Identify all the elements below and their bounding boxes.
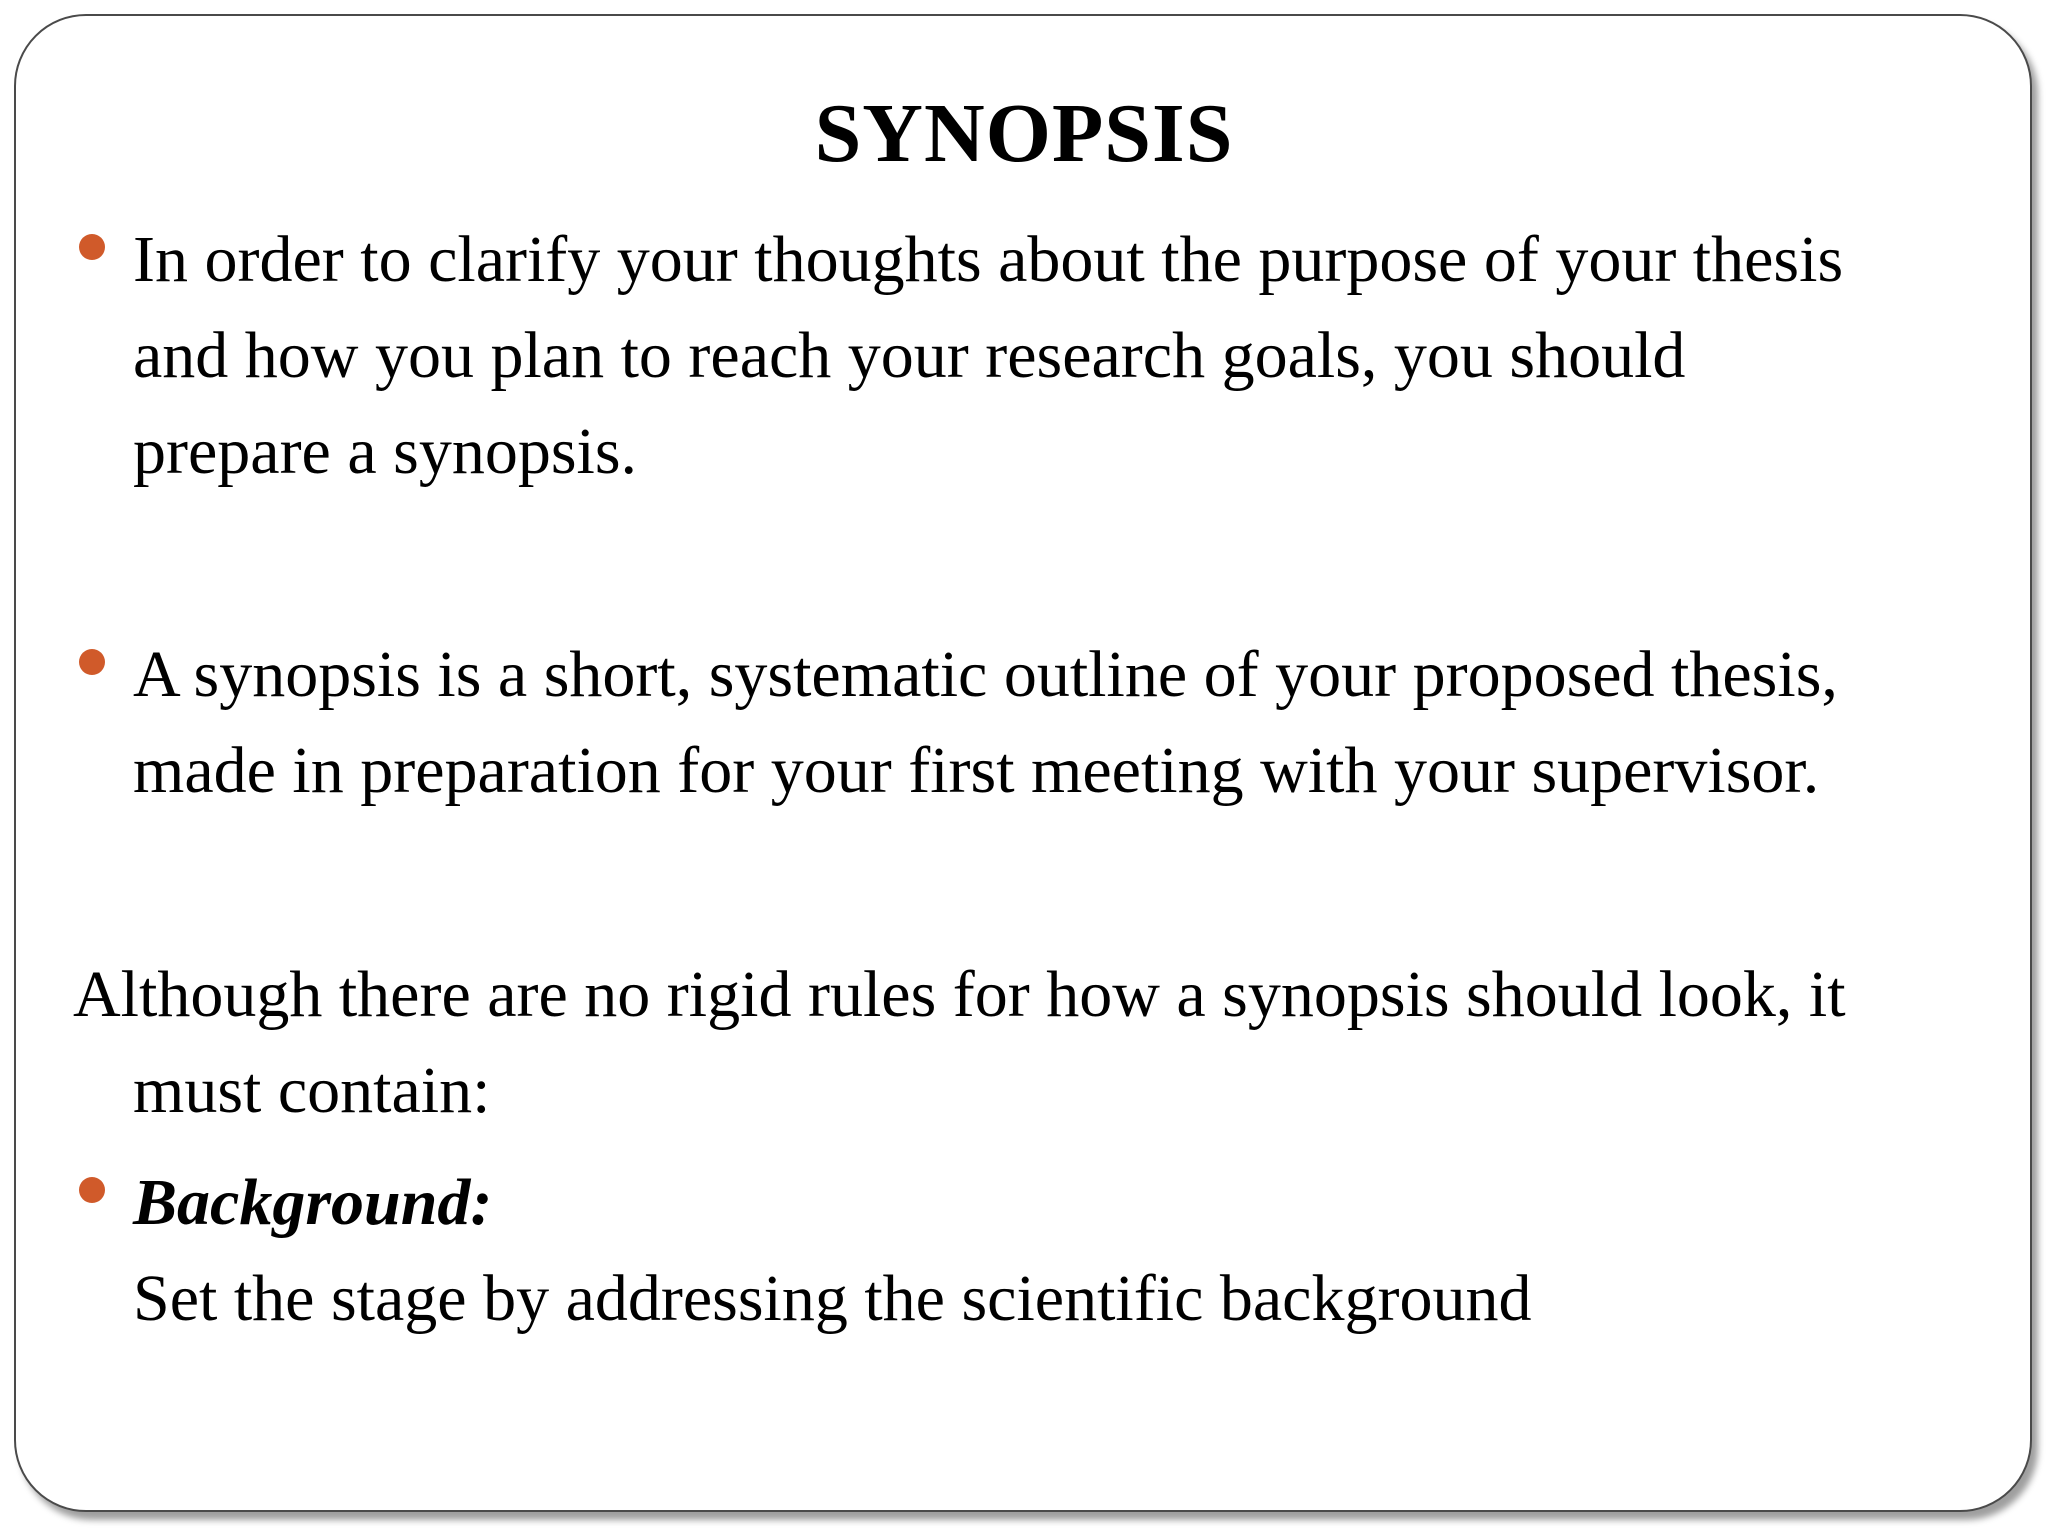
intro-paragraph — [73, 947, 1846, 1139]
bullet-2-line-1: A synopsis is a short, systematic outline of your proposed thesis, — [133, 638, 1838, 711]
bullet-2-text — [133, 627, 1838, 819]
bullet-2-line-2: made in preparation for your first meeting with your supervisor. — [133, 734, 1820, 807]
background-text: Set the stage by addressing the scientific background — [133, 1262, 1532, 1335]
bullet-1-text — [133, 212, 1843, 500]
background-heading: Background: — [133, 1166, 493, 1239]
bullet-1-line-1: In order to clarify your thoughts about the purpose of your thesis — [133, 223, 1844, 296]
intro-line-1: Although there are no rigid rules for how a synopsis should look, it — [73, 958, 1846, 1031]
bullet-dot-2 — [79, 649, 105, 675]
bullet-1-line-3: prepare a synopsis. — [133, 415, 638, 488]
background-item — [133, 1155, 1531, 1347]
slide-title: SYNOPSIS — [814, 87, 1234, 180]
bullet-dot-3 — [79, 1177, 105, 1203]
bullet-dot-1 — [79, 234, 105, 260]
intro-line-2: must contain: — [133, 1054, 491, 1127]
bullet-1-line-2: and how you plan to reach your research goals, you should — [133, 319, 1686, 392]
